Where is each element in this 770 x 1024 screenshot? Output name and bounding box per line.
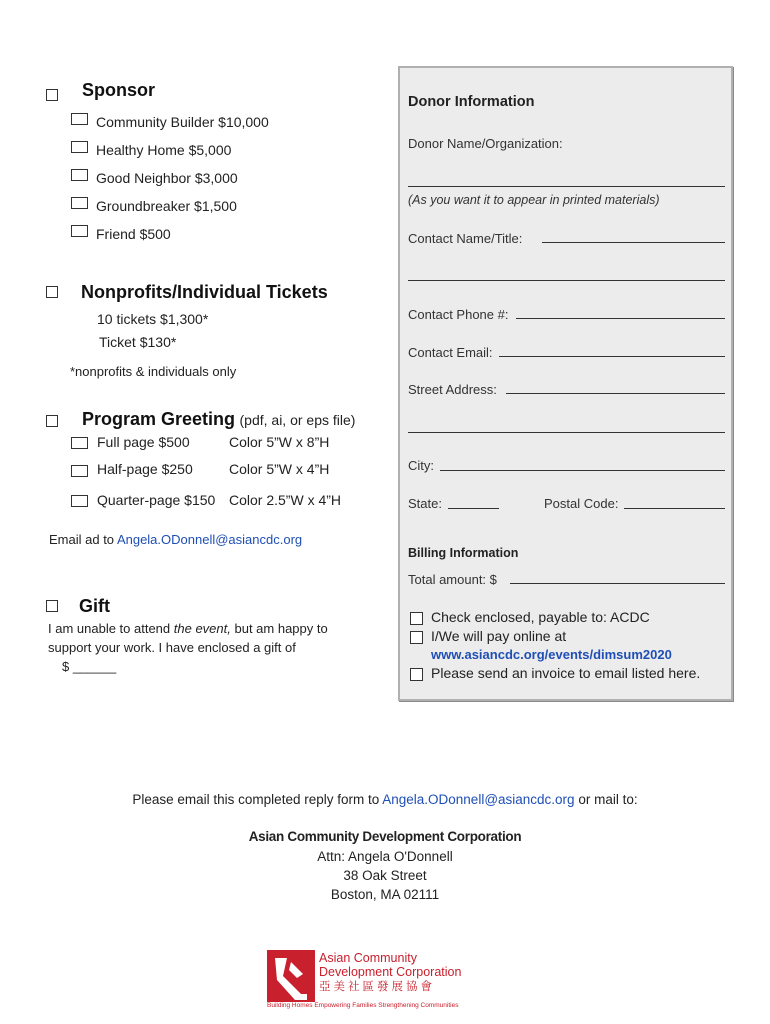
contact-phone-field[interactable]: [516, 318, 725, 319]
contact-phone-label: Contact Phone #:: [408, 307, 509, 322]
tickets-line: Ticket $130*: [99, 334, 177, 350]
street-address-field-2[interactable]: [408, 432, 725, 433]
donor-name-label: Donor Name/Organization:: [408, 136, 563, 151]
footer-org-name: Asian Community Development Corporation: [248, 829, 522, 844]
greeting-option-label: Quarter-page $150: [97, 492, 216, 508]
pay-online-label: I/We will pay online at: [431, 628, 567, 644]
donor-information-panel: [398, 66, 733, 701]
donor-name-field[interactable]: [408, 186, 725, 187]
footer-street: 38 Oak Street: [343, 868, 427, 883]
sponsor-option-label: Community Builder $10,000: [96, 114, 269, 130]
logo-line-2: Development Corporation: [319, 965, 462, 979]
greeting-email-line: [49, 532, 302, 547]
logo-tagline: Building Homes Empowering Families Strengthening Communities: [267, 1002, 459, 1009]
sponsor-option-label: Healthy Home $5,000: [96, 142, 232, 158]
check-enclosed-label: Check enclosed, payable to: ACDC: [431, 609, 650, 625]
footer-email-link[interactable]: Angela.ODonnell@asiancdc.org: [382, 792, 575, 807]
tickets-checkbox[interactable]: [46, 286, 58, 298]
sponsor-option-checkbox[interactable]: [71, 197, 88, 209]
city-field[interactable]: [440, 470, 725, 471]
postal-code-field[interactable]: [624, 508, 725, 509]
greeting-option-checkbox[interactable]: [71, 465, 88, 477]
greeting-email-prefix: Email ad to: [49, 532, 117, 547]
logo-chinese: 亞美社區發展協會: [319, 981, 435, 993]
contact-email-label: Contact Email:: [408, 345, 493, 360]
footer-instruction: [0, 792, 770, 807]
acdc-logo: [267, 950, 462, 1012]
sponsor-heading: Sponsor: [82, 80, 156, 100]
gift-text-line: [48, 621, 328, 636]
gift-text-line-2: support your work. I have enclosed a gift of: [48, 640, 296, 655]
gift-text-em: the event,: [173, 621, 231, 636]
postal-code-label: Postal Code:: [544, 496, 619, 511]
logo-line-1: Asian Community: [319, 951, 417, 965]
pay-online-url[interactable]: www.asiancdc.org/events/dimsum2020: [431, 647, 672, 662]
pay-online-checkbox[interactable]: [410, 631, 423, 644]
greeting-option-checkbox[interactable]: [71, 437, 88, 449]
footer-city: Boston, MA 02111: [330, 887, 440, 902]
greeting-title-note: (pdf, ai, or eps file): [239, 412, 356, 428]
greeting-option-size: Color 5”W x 4”H: [229, 461, 330, 477]
sponsor-option-checkbox[interactable]: [71, 141, 88, 153]
contact-name-label: Contact Name/Title:: [408, 231, 523, 246]
sponsor-option-checkbox[interactable]: [71, 225, 88, 237]
gift-text-b: but am happy to: [230, 621, 328, 636]
footer-attn: Attn: Angela O'Donnell: [317, 849, 453, 864]
footer-suffix: or mail to:: [574, 792, 638, 807]
greeting-option-label: Half-page $250: [97, 461, 193, 477]
donor-name-hint: (As you want it to appear in printed materials): [408, 193, 660, 207]
sponsor-option-label: Friend $500: [96, 226, 171, 242]
street-address-field[interactable]: [506, 393, 725, 394]
gift-text-a: I am unable to attend: [48, 621, 174, 636]
send-invoice-label: Please send an invoice to email listed here.: [431, 665, 701, 681]
greeting-option-size: Color 5”W x 8”H: [229, 434, 330, 450]
greeting-option-label: Full page $500: [97, 434, 190, 450]
footer-prefix: Please email this completed reply form to: [132, 792, 383, 807]
contact-name-field[interactable]: [542, 242, 725, 243]
donor-panel-title: Donor Information: [408, 94, 535, 110]
sponsor-option-label: Groundbreaker $1,500: [96, 198, 237, 214]
tickets-line: 10 tickets $1,300*: [97, 311, 209, 327]
gift-heading: Gift: [79, 596, 110, 616]
billing-title: Billing Information: [408, 546, 519, 560]
gift-amount-field[interactable]: $ ______: [62, 659, 117, 674]
send-invoice-checkbox[interactable]: [410, 668, 423, 681]
greeting-title: Program Greeting: [82, 409, 236, 429]
city-label: City:: [408, 458, 434, 473]
greeting-heading: [82, 409, 355, 430]
contact-name-field-2[interactable]: [408, 280, 725, 281]
greeting-checkbox[interactable]: [46, 415, 58, 427]
sponsor-checkbox[interactable]: [46, 89, 58, 101]
total-amount-field[interactable]: [510, 583, 725, 584]
check-enclosed-checkbox[interactable]: [410, 612, 423, 625]
state-label: State:: [408, 496, 442, 511]
tickets-note: *nonprofits & individuals only: [70, 364, 237, 379]
sponsor-option-checkbox[interactable]: [71, 113, 88, 125]
sponsor-option-label: Good Neighbor $3,000: [96, 170, 238, 186]
acdc-logo-mark-icon: [267, 950, 315, 1002]
state-field[interactable]: [448, 508, 499, 509]
greeting-email-link[interactable]: Angela.ODonnell@asiancdc.org: [116, 532, 303, 547]
tickets-heading: Nonprofits/Individual Tickets: [81, 282, 328, 302]
greeting-option-checkbox[interactable]: [71, 495, 88, 507]
total-amount-label: Total amount: $: [408, 572, 497, 587]
sponsor-option-checkbox[interactable]: [71, 169, 88, 181]
contact-email-field[interactable]: [499, 356, 725, 357]
greeting-option-size: Color 2.5”W x 4”H: [229, 492, 342, 508]
street-address-label: Street Address:: [408, 382, 497, 397]
gift-checkbox[interactable]: [46, 600, 58, 612]
